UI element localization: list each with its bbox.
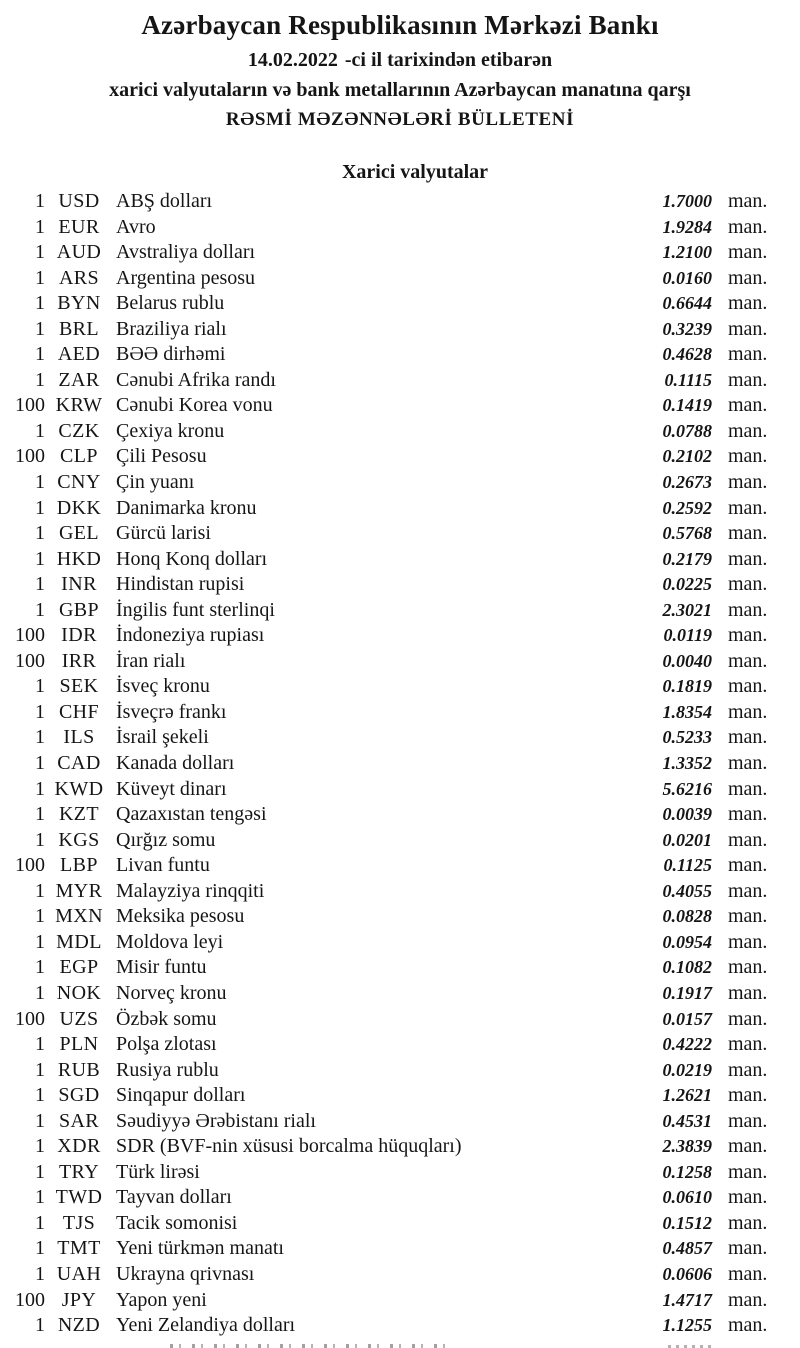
currency-code: PLN [59, 1033, 99, 1056]
unit-label: man. [728, 190, 768, 212]
rate-value: 0.5233 [662, 727, 712, 748]
currency-name: Argentina pesosu [116, 266, 256, 289]
unit-label: man. [728, 343, 768, 366]
currency-name: Polşa zlotası [116, 1033, 217, 1056]
currency-name: Braziliya rialı [116, 317, 227, 340]
currency-quantity: 1 [35, 266, 45, 289]
currency-quantity: 1 [35, 930, 45, 953]
currency-name: Tacik somonisi [116, 1211, 238, 1234]
effective-date: 14.02.2022 [247, 49, 338, 71]
unit-label: man. [728, 1211, 768, 1234]
currency-code: DKK [56, 496, 102, 519]
currency-code: XDR [57, 1135, 101, 1158]
table-row [0, 829, 800, 855]
currency-quantity: 1 [35, 675, 45, 698]
currency-code: CHF [58, 700, 100, 723]
currency-quantity: 1 [35, 1033, 45, 1056]
table-row [0, 803, 800, 829]
unit-label: man. [728, 1288, 768, 1311]
unit-label: man. [728, 573, 768, 596]
currency-name: Avstraliya dolları [116, 241, 256, 264]
table-row [0, 497, 800, 523]
table-row [0, 343, 800, 369]
currency-code: IDR [61, 624, 97, 647]
currency-quantity: 1 [35, 419, 45, 442]
table-row [0, 241, 800, 267]
table-row [0, 394, 800, 420]
currency-name: Misir funtu [116, 956, 207, 979]
rate-value: 0.1419 [662, 395, 712, 416]
currency-code: RUB [57, 1058, 101, 1081]
unit-label: man. [728, 1058, 768, 1081]
unit-label: man. [728, 777, 768, 800]
currency-quantity: 100 [15, 624, 45, 647]
unit-label: man. [728, 956, 768, 979]
rate-value: 0.0201 [662, 829, 712, 850]
unit-label: man. [728, 854, 768, 877]
currency-name: İndoneziya rupiası [116, 624, 265, 647]
currency-name: Avro [116, 215, 156, 238]
table-row [0, 190, 800, 216]
currency-quantity: 100 [15, 854, 45, 877]
effective-date-line [0, 49, 800, 71]
rate-value: 0.4531 [662, 1110, 712, 1131]
currency-code: AED [57, 343, 101, 366]
currency-code: CLP [60, 445, 98, 468]
currency-code: AUD [56, 241, 102, 264]
currency-code: SGD [58, 1084, 100, 1107]
rate-value: 0.0610 [662, 1187, 712, 1208]
table-row [0, 650, 800, 676]
currency-code: TWD [55, 1186, 103, 1209]
currency-code: KWD [54, 777, 104, 800]
currency-quantity: 1 [35, 1262, 45, 1285]
rate-value: 0.2592 [662, 497, 712, 518]
currency-code: KRW [55, 394, 103, 417]
currency-quantity: 100 [15, 1288, 45, 1311]
currency-name: Çin yuanı [116, 471, 195, 494]
rate-value: 1.7000 [662, 191, 712, 211]
rate-value: 0.0225 [662, 574, 712, 595]
currency-quantity: 1 [35, 1186, 45, 1209]
unit-label: man. [728, 1186, 768, 1209]
currency-code: NZD [57, 1314, 101, 1337]
unit-label: man. [728, 241, 768, 264]
table-row [0, 675, 800, 701]
currency-quantity: 100 [15, 394, 45, 417]
currency-code: NOK [56, 981, 102, 1004]
currency-quantity: 1 [35, 828, 45, 851]
currency-quantity: 1 [35, 190, 45, 212]
table-row [0, 1110, 800, 1136]
currency-quantity: 1 [35, 956, 45, 979]
currency-quantity: 1 [35, 317, 45, 340]
table-row [0, 292, 800, 318]
currency-name: Cənubi Afrika randı [116, 368, 276, 391]
currency-code: MDL [56, 930, 102, 953]
currency-name: Küveyt dinarı [116, 777, 227, 800]
currency-code: SAR [58, 1109, 100, 1132]
unit-label: man. [728, 905, 768, 928]
table-row [0, 931, 800, 957]
rate-value: 0.0954 [662, 931, 712, 952]
unit-label: man. [728, 981, 768, 1004]
rate-value: 1.9284 [662, 216, 712, 237]
currency-name: Qırğız somu [116, 828, 216, 851]
table-row [0, 624, 800, 650]
currency-quantity: 1 [35, 522, 45, 545]
unit-label: man. [728, 828, 768, 851]
table-row [0, 1263, 800, 1289]
unit-label: man. [728, 547, 768, 570]
table-row [0, 522, 800, 548]
table-row [0, 854, 800, 880]
currency-quantity: 1 [35, 981, 45, 1004]
unit-label: man. [728, 292, 768, 315]
rate-value: 0.1917 [662, 982, 712, 1003]
currency-quantity: 1 [35, 1084, 45, 1107]
currency-quantity: 1 [35, 726, 45, 749]
currency-name: Danimarka kronu [116, 496, 257, 519]
currency-name: Cənubi Korea vonu [116, 394, 273, 417]
unit-label: man. [728, 700, 768, 723]
currency-quantity: 1 [35, 573, 45, 596]
currency-name: Meksika pesosu [116, 905, 245, 928]
currency-code: CNY [57, 471, 101, 494]
table-row [0, 1186, 800, 1212]
currency-name: Səudiyyə Ərəbistanı rialı [116, 1109, 316, 1132]
table-row [0, 701, 800, 727]
unit-label: man. [728, 266, 768, 289]
rate-value: 0.3239 [662, 318, 712, 339]
rate-value: 1.2100 [662, 242, 712, 263]
currency-name: Tayvan dolları [116, 1186, 232, 1209]
rate-value: 0.0160 [662, 267, 712, 288]
currency-name: Rusiya rublu [116, 1058, 219, 1081]
currency-name: Honq Konq dolları [116, 547, 268, 570]
unit-label: man. [728, 368, 768, 391]
currency-quantity: 1 [35, 1237, 45, 1260]
rate-value: 0.1819 [662, 676, 712, 697]
unit-label: man. [728, 394, 768, 417]
table-row [0, 778, 800, 804]
currency-name: SDR (BVF-nin xüsusi borcalma hüquqları) [116, 1135, 462, 1158]
unit-label: man. [728, 1262, 768, 1285]
currency-code: CAD [57, 752, 101, 775]
table-row [0, 471, 800, 497]
currency-name: Gürcü larisi [116, 522, 211, 545]
unit-label: man. [728, 1007, 768, 1030]
table-row [0, 369, 800, 395]
unit-label: man. [728, 598, 768, 621]
table-row [0, 880, 800, 906]
rate-value: 0.4222 [662, 1034, 712, 1055]
rate-value: 2.3021 [662, 599, 712, 620]
currency-code: ARS [58, 266, 100, 289]
currency-quantity: 100 [15, 1007, 45, 1030]
unit-label: man. [728, 675, 768, 698]
currency-code: TRY [58, 1160, 100, 1183]
scope-line: xarici valyutaların və bank metallarının Azərbaycan manatına qarşı [109, 79, 691, 101]
currency-name: Özbək somu [116, 1007, 217, 1030]
unit-label: man. [728, 1033, 768, 1056]
currency-name: Yapon yeni [116, 1288, 207, 1311]
rate-value: 1.1255 [662, 1315, 712, 1336]
rate-value: 1.4717 [662, 1289, 712, 1310]
table-row [0, 1161, 800, 1187]
currency-code: JPY [61, 1288, 97, 1311]
unit-label: man. [728, 471, 768, 494]
clipped-next-line-fragment [170, 1344, 450, 1348]
rate-value: 1.2621 [662, 1085, 712, 1106]
currency-code: EUR [58, 215, 100, 238]
currency-code: KGS [58, 828, 100, 851]
currency-code: MYR [55, 879, 103, 902]
unit-label: man. [728, 1314, 768, 1337]
table-row [0, 752, 800, 778]
currency-name: Norveç kronu [116, 981, 227, 1004]
currency-code: ZAR [58, 368, 100, 391]
table-row [0, 1237, 800, 1263]
currency-quantity: 1 [35, 879, 45, 902]
rate-value: 5.6216 [662, 778, 712, 799]
currency-code: TMT [57, 1237, 101, 1260]
currency-name: BƏƏ dirhəmi [116, 343, 226, 366]
rate-value: 0.0039 [662, 804, 712, 825]
table-row [0, 956, 800, 982]
unit-label: man. [728, 803, 768, 826]
currency-quantity: 1 [35, 292, 45, 315]
rate-value: 0.1512 [662, 1212, 712, 1233]
unit-label: man. [728, 1160, 768, 1183]
currency-quantity: 1 [35, 1109, 45, 1132]
currency-code: HKD [56, 547, 102, 570]
currency-name: Malayziya rinqqiti [116, 879, 265, 902]
rate-value: 0.0828 [662, 906, 712, 927]
currency-name: İngilis funt sterlinqi [116, 598, 275, 621]
currency-code: USD [58, 190, 100, 212]
currency-quantity: 1 [35, 803, 45, 826]
unit-label: man. [728, 522, 768, 545]
table-row [0, 216, 800, 242]
unit-label: man. [728, 930, 768, 953]
currency-quantity: 1 [35, 1058, 45, 1081]
currency-quantity: 100 [15, 649, 45, 672]
currency-code: CZK [58, 419, 100, 442]
currency-quantity: 1 [35, 241, 45, 264]
currency-name: Türk lirəsi [116, 1160, 200, 1183]
unit-label: man. [728, 215, 768, 238]
currency-quantity: 1 [35, 1135, 45, 1158]
currency-name: Kanada dolları [116, 752, 235, 775]
unit-label: man. [728, 879, 768, 902]
table-row [0, 1135, 800, 1161]
currency-code: UAH [56, 1262, 102, 1285]
currency-name: Hindistan rupisi [116, 573, 245, 596]
table-row [0, 1033, 800, 1059]
rate-value: 0.4055 [662, 880, 712, 901]
currency-name: Moldova leyi [116, 930, 224, 953]
rate-value: 0.5768 [662, 523, 712, 544]
table-row [0, 318, 800, 344]
table-row [0, 1212, 800, 1238]
currency-quantity: 1 [35, 215, 45, 238]
currency-code: LBP [60, 854, 98, 877]
currency-code: KZT [58, 803, 100, 826]
unit-label: man. [728, 624, 768, 647]
currency-quantity: 1 [35, 343, 45, 366]
table-row [0, 445, 800, 471]
currency-code: MXN [55, 905, 103, 928]
currency-name: Qazaxıstan tengəsi [116, 803, 267, 826]
currency-code: BYN [57, 292, 101, 315]
currency-quantity: 1 [35, 496, 45, 519]
unit-label: man. [728, 1084, 768, 1107]
table-row [0, 1314, 800, 1340]
rate-value: 0.4857 [662, 1238, 712, 1259]
rate-value: 0.2102 [662, 446, 712, 467]
rate-value: 0.1082 [662, 957, 712, 978]
rate-value: 0.1258 [662, 1161, 712, 1182]
currency-name: Çili Pesosu [116, 445, 207, 468]
rate-value: 1.3352 [662, 753, 712, 774]
rate-value: 0.0219 [662, 1059, 712, 1080]
rate-value: 0.2179 [662, 548, 712, 569]
currency-name: ABŞ dolları [116, 190, 213, 212]
unit-label: man. [728, 649, 768, 672]
rate-value: 0.0157 [662, 1008, 712, 1029]
rate-value: 2.3839 [662, 1136, 712, 1157]
currency-quantity: 1 [35, 368, 45, 391]
rate-value: 0.2673 [662, 472, 712, 493]
table-row [0, 548, 800, 574]
unit-label: man. [728, 1237, 768, 1260]
currency-quantity: 1 [35, 471, 45, 494]
rate-value: 0.1125 [663, 855, 712, 876]
currency-code: IRR [61, 649, 97, 672]
table-row [0, 1084, 800, 1110]
currency-quantity: 1 [35, 1160, 45, 1183]
bank-name-title: Azərbaycan Respublikasının Mərkəzi Bankı [141, 10, 659, 40]
currency-quantity: 1 [35, 547, 45, 570]
currency-quantity: 1 [35, 1314, 45, 1337]
rate-value: 0.0119 [663, 625, 712, 646]
rate-value: 0.0606 [662, 1263, 712, 1284]
rate-value: 1.8354 [662, 701, 712, 722]
currency-quantity: 1 [35, 1211, 45, 1234]
currency-name: Livan funtu [116, 854, 210, 877]
table-row [0, 599, 800, 625]
currency-name: Yeni Zelandiya dolları [116, 1314, 296, 1337]
unit-label: man. [728, 726, 768, 749]
currency-quantity: 100 [15, 445, 45, 468]
currency-code: EGP [59, 956, 99, 979]
currency-code: SEK [59, 675, 99, 698]
currency-name: İsrail şekeli [116, 726, 209, 749]
rate-value: 0.0040 [662, 650, 712, 671]
currency-name: İsveç kronu [116, 675, 210, 698]
currency-code: GBP [58, 598, 100, 621]
rate-value: 0.0788 [662, 420, 712, 441]
unit-label: man. [728, 419, 768, 442]
table-row [0, 1008, 800, 1034]
rates-table [0, 190, 800, 1340]
currency-code: INR [61, 573, 97, 596]
unit-label: man. [728, 752, 768, 775]
currency-code: UZS [59, 1007, 99, 1030]
unit-label: man. [728, 1135, 768, 1158]
currency-name: Ukrayna qrivnası [116, 1262, 255, 1285]
currency-code: BRL [58, 317, 100, 340]
table-row [0, 1289, 800, 1315]
table-row [0, 267, 800, 293]
currency-name: Sinqapur dolları [116, 1084, 246, 1107]
unit-label: man. [728, 496, 768, 519]
currency-name: İsveçrə frankı [116, 700, 227, 723]
currency-name: Belarus rublu [116, 292, 225, 315]
currency-quantity: 1 [35, 752, 45, 775]
currency-code: GEL [58, 522, 100, 545]
unit-label: man. [728, 1109, 768, 1132]
effective-date-suffix: -ci il tarixindən etibarən [344, 49, 553, 71]
currency-name: Yeni türkmən manatı [116, 1237, 284, 1260]
currency-name: İran rialı [116, 649, 186, 672]
bulletin-header [0, 8, 800, 131]
currency-quantity: 1 [35, 777, 45, 800]
currency-quantity: 1 [35, 905, 45, 928]
table-row [0, 1059, 800, 1085]
currency-name: Çexiya kronu [116, 419, 225, 442]
unit-label: man. [728, 445, 768, 468]
currency-quantity: 1 [35, 598, 45, 621]
currency-code: ILS [63, 726, 95, 749]
currency-code: TJS [62, 1211, 96, 1234]
table-row [0, 420, 800, 446]
table-row [0, 726, 800, 752]
currency-quantity: 1 [35, 700, 45, 723]
table-row [0, 905, 800, 931]
rate-value: 0.6644 [662, 293, 712, 314]
section-title-foreign-currencies: Xarici valyutalar [341, 161, 489, 183]
table-row [0, 982, 800, 1008]
bulletin-title: RƏSMİ MƏZƏNNƏLƏRİ BÜLLETENİ [225, 109, 575, 130]
table-row [0, 573, 800, 599]
rate-value: 0.1115 [664, 369, 712, 390]
unit-label: man. [728, 317, 768, 340]
rate-value: 0.4628 [662, 344, 712, 365]
